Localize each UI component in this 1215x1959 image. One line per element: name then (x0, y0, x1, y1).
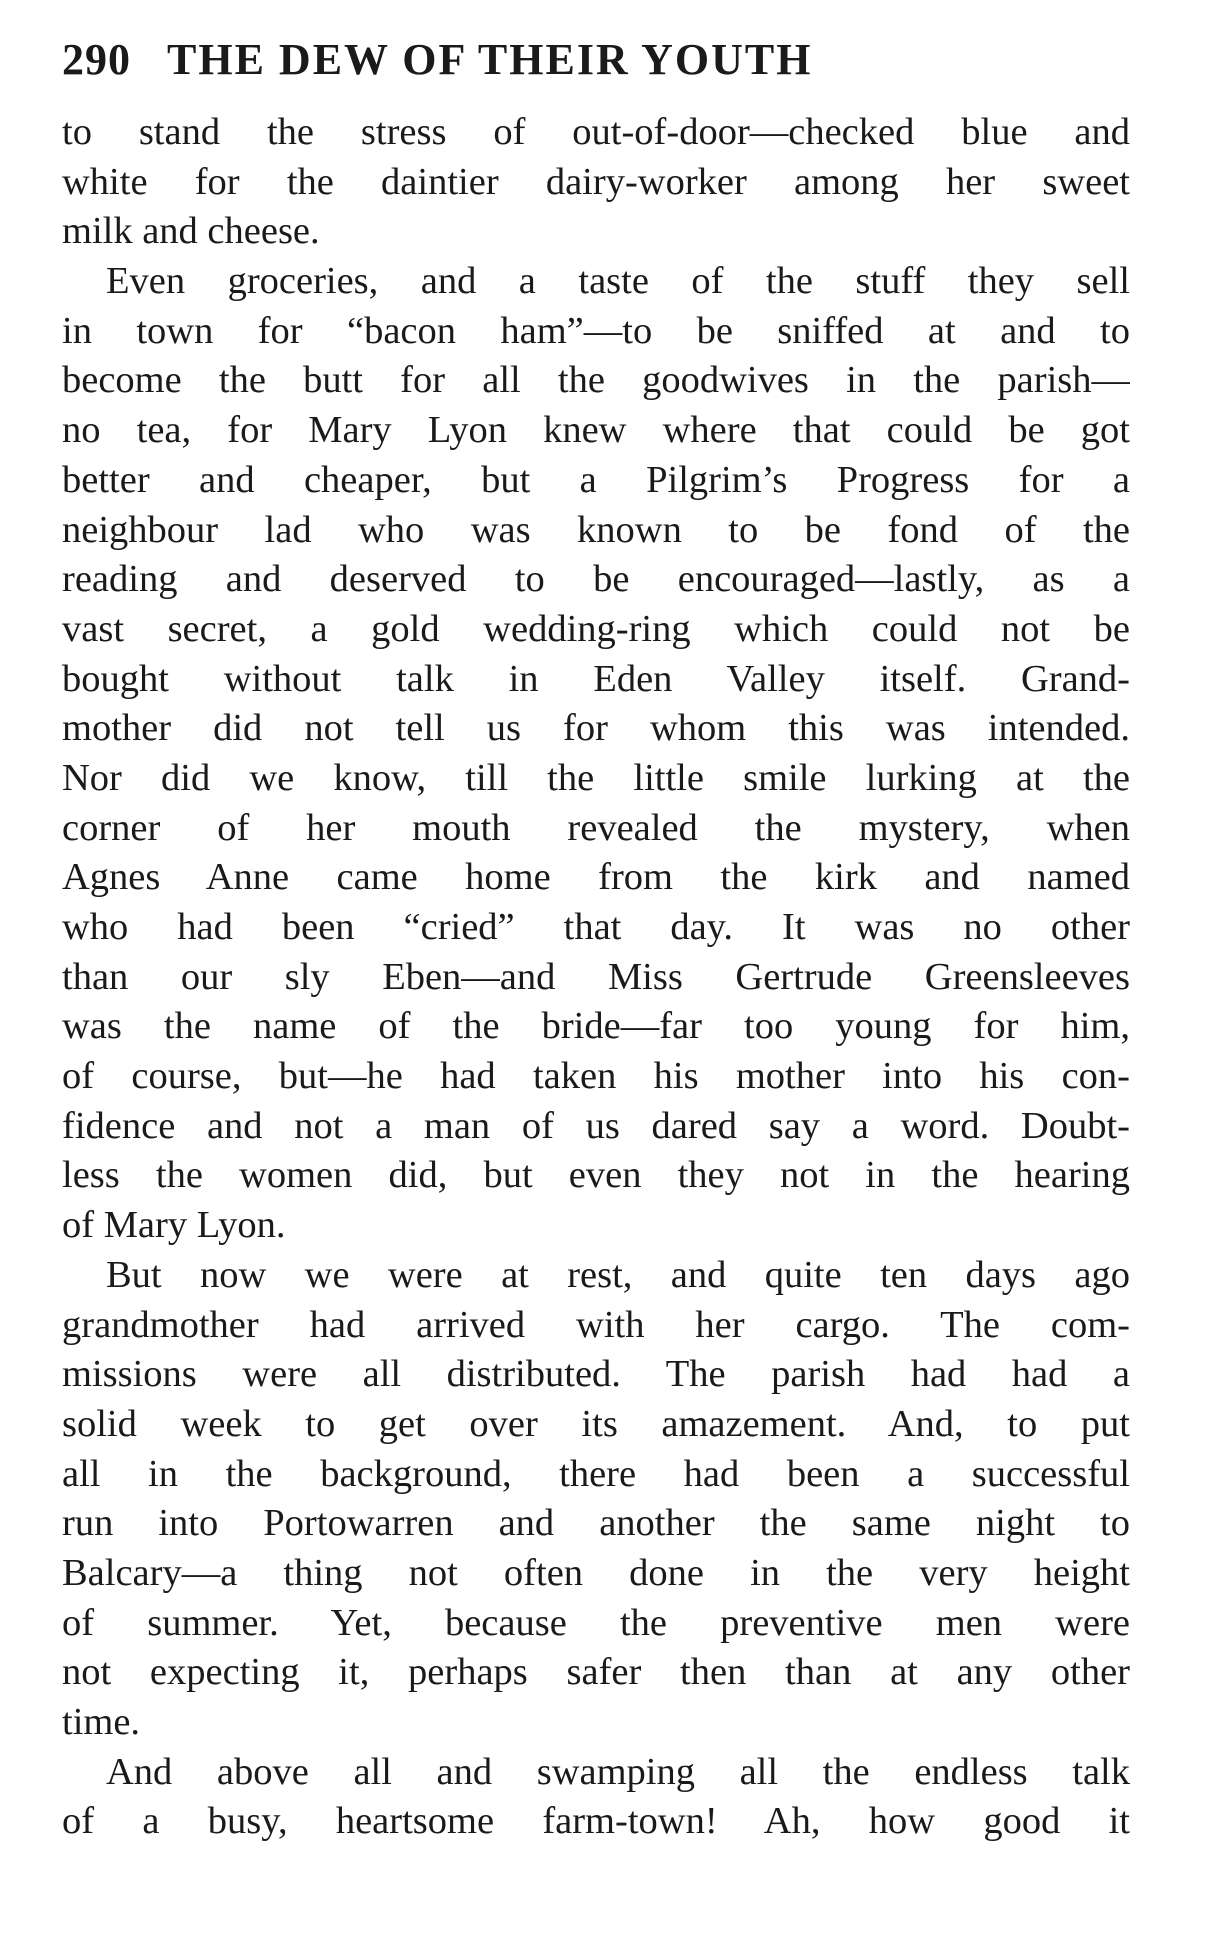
paragraph-start-line: Even groceries, and a taste of the stuff they sell (106, 260, 1130, 303)
text-line: not expecting it, perhaps safer then than at any other (62, 1651, 1130, 1694)
paragraph-start-line: But now we were at rest, and quite ten days ago (106, 1253, 1130, 1296)
text-line: all in the background, there had been a successful (62, 1452, 1130, 1495)
text-line: run into Portowarren and another the same night to (62, 1502, 1130, 1545)
text-line: better and cheaper, but a Pilgrim’s Progress for a (62, 458, 1130, 501)
text-line: missions were all distributed. The parish had had a (62, 1353, 1130, 1396)
book-page (62, 34, 1130, 1847)
text-line: of a busy, heartsome farm-town! Ah, how good it (62, 1800, 1130, 1843)
text-line: milk and cheese. (62, 210, 320, 253)
body-text (62, 108, 1130, 1847)
text-line: was the name of the bride—far too young for him, (62, 1005, 1130, 1048)
text-line: reading and deserved to be encouraged—lastly, as a (62, 558, 1130, 601)
text-line: solid week to get over its amazement. And, to put (62, 1402, 1130, 1445)
text-line: of summer. Yet, because the preventive men were (62, 1601, 1130, 1644)
text-line: of course, but—he had taken his mother into his con- (62, 1055, 1130, 1098)
text-line: vast secret, a gold wedding-ring which could not be (62, 607, 1130, 650)
text-line: to stand the stress of out-of-door—checked blue and (62, 111, 1130, 153)
text-line: Nor did we know, till the little smile lurking at the (62, 756, 1130, 799)
text-line: become the butt for all the goodwives in the parish— (62, 359, 1130, 402)
text-line: fidence and not a man of us dared say a word. Doubt- (62, 1104, 1130, 1147)
text-line: neighbour lad who was known to be fond of the (62, 508, 1130, 551)
paragraph-start-line: And above all and swamping all the endless talk (106, 1750, 1130, 1793)
text-line: less the women did, but even they not in the hearing (62, 1154, 1130, 1197)
book-title: THE DEW OF THEIR YOUTH (167, 35, 813, 84)
text-line: of Mary Lyon. (62, 1204, 286, 1247)
text-line: Agnes Anne came home from the kirk and named (62, 856, 1130, 899)
text-line: grandmother had arrived with her cargo. The com- (62, 1303, 1130, 1346)
text-line: in town for “bacon ham”—to be sniffed at and to (62, 309, 1130, 352)
text-line: white for the daintier dairy-worker among her sweet (62, 160, 1130, 203)
running-header (62, 34, 1130, 94)
text-line: Balcary—a thing not often done in the very height (62, 1551, 1130, 1594)
text-line: who had been “cried” that day. It was no other (62, 906, 1130, 948)
text-line: mother did not tell us for whom this was intended. (62, 707, 1130, 750)
text-line: bought without talk in Eden Valley itself. Grand- (62, 657, 1130, 700)
text-line: no tea, for Mary Lyon knew where that could be got (62, 409, 1130, 452)
page-number: 290 (62, 35, 131, 84)
text-line: time. (62, 1701, 141, 1743)
text-line: than our sly Eben—and Miss Gertrude Greensleeves (62, 955, 1130, 998)
text-line: corner of her mouth revealed the mystery, when (62, 806, 1130, 849)
